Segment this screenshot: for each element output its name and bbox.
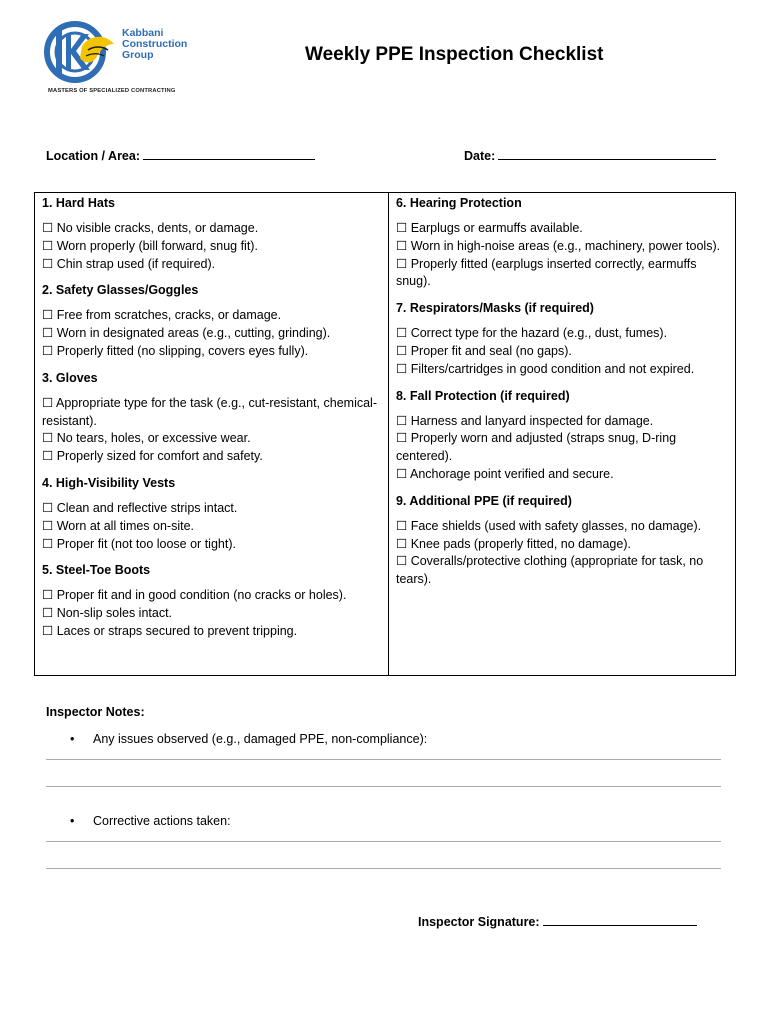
bullet-dot: • [70, 732, 75, 746]
section-heading: 1. Hard Hats [42, 196, 115, 210]
checklist-section [42, 475, 380, 553]
checklist-item-text: Earplugs or earmuffs available. [410, 221, 583, 235]
checkbox[interactable]: ☐ [42, 588, 54, 603]
checklist-left-column [35, 193, 389, 675]
checklist-item-text: Proper fit and in good condition (no cracks or holes). [56, 588, 347, 603]
checklist-item [396, 361, 727, 379]
bullet-dot: • [70, 814, 75, 828]
company-logo [44, 20, 204, 100]
location-label: Location / Area: [46, 149, 140, 163]
checklist-item-text: Properly worn and adjusted (straps snug, D-ring centered). [395, 431, 677, 464]
signature-label: Inspector Signature: [418, 915, 540, 929]
checklist-item [396, 343, 727, 361]
checklist-section [396, 493, 727, 589]
checkbox[interactable]: ☐ [395, 431, 408, 446]
checklist-item-text: Correct type for the hazard (e.g., dust, fumes). [410, 326, 668, 341]
checklist-item-text: Chin strap used (if required). [56, 256, 216, 271]
checklist-item [396, 325, 727, 343]
checklist-item [42, 220, 380, 238]
logo-company-name [122, 28, 212, 61]
checklist-section [42, 370, 380, 466]
checklist-item [42, 448, 380, 466]
checklist-item-text: Filters/cartridges in good condition and not expired. [410, 361, 695, 376]
checklist-item [42, 430, 380, 448]
checklist-item-text: Face shields (used with safety glasses, no damage). [410, 518, 702, 533]
checklist-item [42, 343, 380, 361]
checklist-item [42, 518, 380, 536]
checklist-right-column [389, 193, 735, 675]
date-field [464, 148, 716, 163]
checklist-item [396, 238, 727, 256]
logo-name-line1: Kabbani [122, 27, 164, 39]
checklist-section [396, 300, 727, 378]
checkbox[interactable]: ☐ [42, 536, 54, 551]
checklist-item-text: Anchorage point verified and secure. [410, 466, 614, 481]
checklist-item [396, 220, 727, 238]
checklist-item-text: Coveralls/protective clothing (appropriate for task, no tears). [395, 554, 704, 587]
checkbox[interactable]: ☐ [42, 606, 54, 621]
checklist-item [42, 256, 380, 274]
actions-answer-line-1[interactable] [46, 841, 721, 842]
inspector-notes-label: Inspector Notes: [46, 705, 145, 719]
checklist-item-text: Properly fitted (earplugs inserted correctly, earmuffs snug). [395, 256, 697, 289]
location-blank-line[interactable] [143, 148, 315, 160]
checkbox[interactable]: ☐ [42, 238, 54, 253]
section-heading: 3. Gloves [42, 370, 98, 385]
checkbox[interactable]: ☐ [42, 431, 54, 446]
checklist-item [396, 518, 727, 536]
checklist-item-text: Proper fit and seal (no gaps). [410, 343, 572, 358]
checklist-item [42, 238, 380, 256]
checkbox[interactable]: ☐ [42, 500, 54, 515]
checklist-item-text: Worn in high-noise areas (e.g., machinery, power tools). [410, 238, 721, 253]
checklist-section [396, 388, 727, 484]
section-heading: 7. Respirators/Masks (if required) [395, 301, 594, 316]
checkbox[interactable]: ☐ [42, 449, 54, 464]
checkbox[interactable]: ☐ [395, 536, 408, 551]
checklist-item-text: Harness and lanyard inspected for damage. [410, 413, 654, 428]
checkbox[interactable]: ☐ [395, 413, 408, 428]
checklist-item-text: Appropriate type for the task (e.g., cut-resistant, chemical-resistant). [42, 395, 377, 428]
issues-observed-label: Any issues observed (e.g., damaged PPE, non-compliance): [93, 732, 428, 746]
inspector-signature-field [418, 914, 697, 929]
checklist-item [42, 395, 380, 431]
checkbox[interactable]: ☐ [395, 361, 408, 376]
checkbox[interactable]: ☐ [42, 395, 54, 410]
date-blank-line[interactable] [498, 148, 716, 160]
checklist-section [396, 195, 727, 291]
section-heading: 8. Fall Protection (if required) [395, 388, 570, 403]
checkbox[interactable]: ☐ [395, 238, 408, 253]
logo-tagline: MASTERS OF SPECIALIZED CONTRACTING [48, 88, 176, 94]
checkbox[interactable]: ☐ [42, 308, 54, 323]
checklist-item [396, 553, 727, 589]
checklist-item-text: Worn properly (bill forward, snug fit). [56, 238, 258, 253]
checkbox[interactable]: ☐ [42, 221, 54, 235]
section-heading: 4. High-Visibility Vests [42, 475, 176, 490]
actions-bullet-item [70, 814, 231, 828]
date-label: Date: [464, 149, 496, 163]
page-title: Weekly PPE Inspection Checklist [305, 44, 604, 65]
checklist-section [42, 282, 380, 360]
checklist-item [42, 325, 380, 343]
checklist-item-text: Free from scratches, cracks, or damage. [56, 308, 282, 323]
checklist-item [42, 500, 380, 518]
checklist-item-text: Proper fit (not too loose or tight). [56, 536, 236, 551]
section-heading: 5. Steel-Toe Boots [42, 563, 151, 578]
issues-answer-line-1[interactable] [46, 759, 721, 760]
checklist-item [396, 256, 727, 292]
section-heading: 2. Safety Glasses/Goggles [42, 283, 199, 298]
checklist-item [396, 430, 727, 466]
checklist-item [42, 623, 380, 641]
checklist-item [396, 413, 727, 431]
location-field [46, 148, 315, 163]
checklist-item-text: Properly sized for comfort and safety. [56, 449, 263, 464]
checklist-item [396, 466, 727, 484]
checklist-item-text: No visible cracks, dents, or damage. [56, 221, 259, 235]
checklist-item-text: No tears, holes, or excessive wear. [56, 431, 251, 446]
checklist-item-text: Properly fitted (no slipping, covers eyes fully). [56, 343, 309, 358]
checkbox[interactable]: ☐ [395, 466, 408, 481]
checklist-item [42, 536, 380, 554]
section-heading: 6. Hearing Protection [395, 196, 522, 210]
checklist-section [42, 195, 380, 273]
corrective-actions-label: Corrective actions taken: [93, 814, 231, 828]
checkbox[interactable]: ☐ [42, 343, 54, 358]
checklist-item-text: Non-slip soles intact. [56, 606, 173, 621]
checklist-item-text: Knee pads (properly fitted, no damage). [410, 536, 631, 551]
logo-name-line3: Group [122, 49, 154, 61]
signature-blank-line[interactable] [543, 914, 697, 926]
checklist-item [42, 605, 380, 623]
checkbox[interactable]: ☐ [395, 326, 408, 341]
checkbox[interactable]: ☐ [395, 554, 408, 569]
checkbox[interactable]: ☐ [42, 256, 54, 271]
checkbox[interactable]: ☐ [395, 343, 408, 358]
checkbox[interactable]: ☐ [42, 518, 54, 533]
kabbani-logo-icon [44, 20, 118, 86]
checklist-item-text: Laces or straps secured to prevent tripping. [56, 623, 298, 638]
checkbox[interactable]: ☐ [42, 326, 54, 341]
checklist-item [42, 587, 380, 605]
checkbox[interactable]: ☐ [42, 623, 54, 638]
checkbox[interactable]: ☐ [395, 221, 408, 235]
issues-bullet-item [70, 732, 427, 746]
checklist-item-text: Worn in designated areas (e.g., cutting, grinding). [56, 326, 331, 341]
logo-name-line2: Construction [122, 38, 188, 50]
issues-answer-line-2[interactable] [46, 786, 721, 787]
checklist-item-text: Clean and reflective strips intact. [56, 500, 238, 515]
checklist-item [42, 307, 380, 325]
checklist-item-text: Worn at all times on-site. [56, 518, 195, 533]
checkbox[interactable]: ☐ [395, 256, 408, 271]
actions-answer-line-2[interactable] [46, 868, 721, 869]
checklist-table [34, 192, 736, 676]
section-heading: 9. Additional PPE (if required) [395, 493, 572, 508]
checkbox[interactable]: ☐ [395, 518, 408, 533]
checklist-item [396, 536, 727, 554]
checklist-section [42, 562, 380, 640]
